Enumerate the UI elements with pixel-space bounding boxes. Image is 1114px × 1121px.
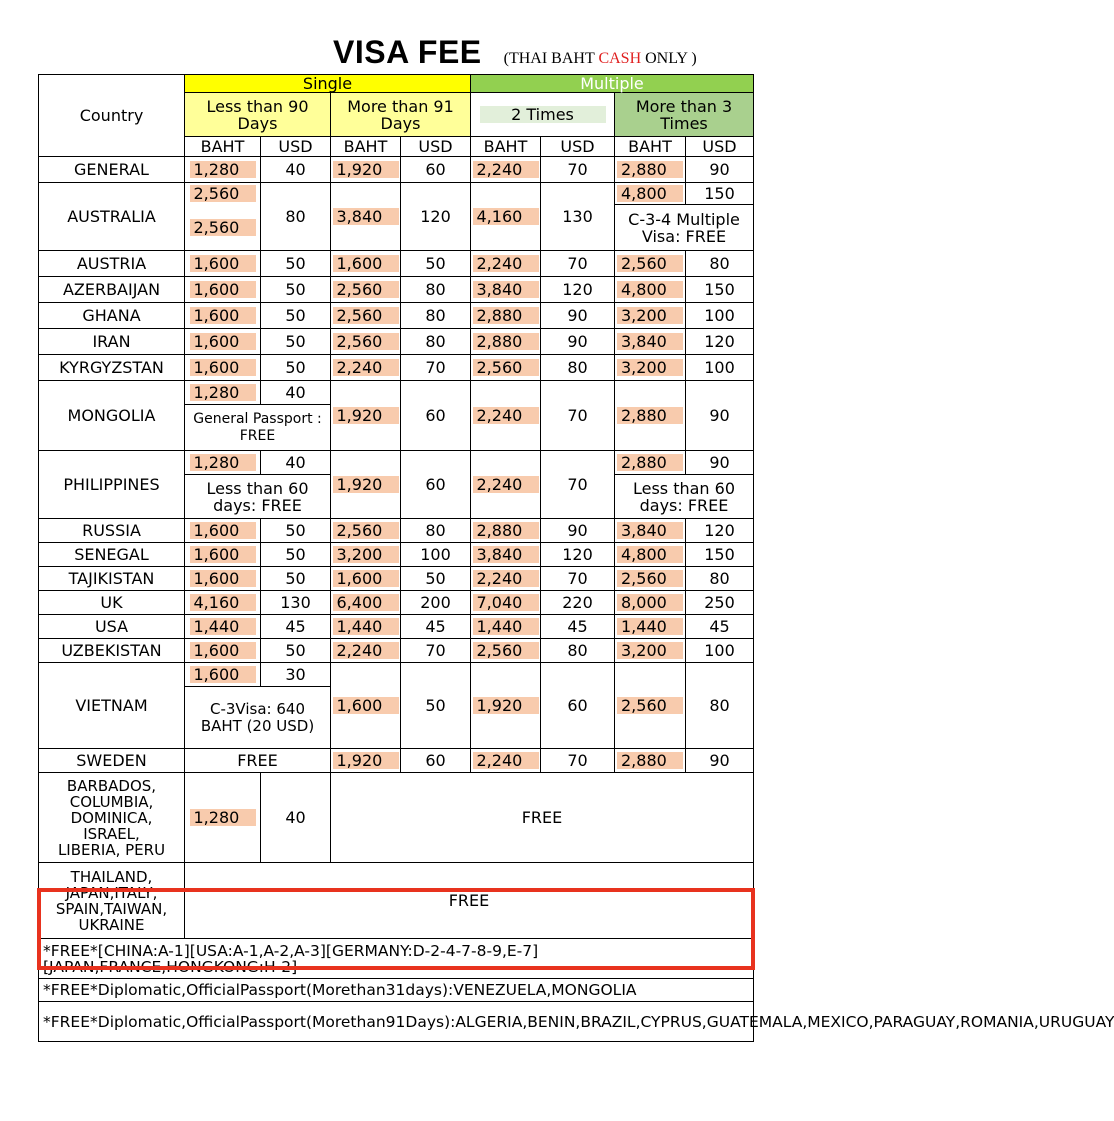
fee-value: 2,880	[473, 333, 539, 350]
fee-value: 1,280	[190, 384, 256, 401]
usd-value: 120	[401, 183, 471, 251]
page-title	[333, 34, 697, 71]
usd-value: 60	[401, 451, 471, 519]
more-91-days-header: More than 91 Days	[331, 93, 471, 137]
fee-value: 3,840	[473, 281, 539, 298]
multiple-header: Multiple	[471, 75, 754, 93]
free-note: Less than 60 days: FREE	[615, 475, 754, 519]
usd-value: 50	[261, 251, 331, 277]
usd-value: 40	[261, 157, 331, 183]
fee-value: 4,800	[617, 546, 683, 563]
usd-value: 70	[401, 639, 471, 663]
usd-value: 50	[261, 277, 331, 303]
usd-value: 80	[686, 251, 754, 277]
usd-value: 50	[261, 543, 331, 567]
fee-value: 4,160	[190, 594, 256, 611]
usd-value: 50	[261, 303, 331, 329]
fee-value: 1,440	[617, 618, 683, 635]
fee-value: 2,240	[333, 359, 399, 376]
fee-value: 2,880	[473, 307, 539, 324]
fee-value: 2,880	[617, 454, 683, 471]
usd-header: USD	[686, 137, 754, 157]
usd-value: 40	[261, 381, 331, 405]
usd-header: USD	[261, 137, 331, 157]
table-row	[39, 591, 754, 615]
usd-value: 45	[541, 615, 615, 639]
usd-value: 150	[686, 543, 754, 567]
usd-header: USD	[401, 137, 471, 157]
country-cell: SWEDEN	[39, 749, 185, 773]
usd-value: 80	[401, 303, 471, 329]
fee-value: 1,280	[190, 161, 256, 178]
usd-value: 50	[401, 663, 471, 749]
less-90-days-header: Less than 90 Days	[185, 93, 331, 137]
usd-value: 60	[401, 381, 471, 451]
diplomatic-31-days-note: *FREE*Diplomatic,OfficialPassport(Morethan31days):VENEZUELA,MONGOLIA	[39, 979, 754, 1002]
table-row	[39, 639, 754, 663]
fee-value: 2,880	[617, 752, 683, 769]
usd-value: 70	[541, 749, 615, 773]
usd-value: 90	[686, 157, 754, 183]
country-cell: GHANA	[39, 303, 185, 329]
title-main: VISA FEE	[333, 34, 482, 70]
fee-value: 2,240	[333, 642, 399, 659]
country-cell: UZBEKISTAN	[39, 639, 185, 663]
usd-value: 70	[401, 355, 471, 381]
usd-value: 120	[686, 329, 754, 355]
fee-value: 1,920	[473, 697, 539, 714]
usd-value: 80	[541, 639, 615, 663]
fee-value: 3,200	[333, 546, 399, 563]
free-visa-types-note: *FREE*[CHINA:A-1][USA:A-1,A-2,A-3][GERMANY:D-2-4-7-8-9,E-7][JAPAN,FRANCE,HONGKONG:H-2]	[39, 939, 754, 979]
fee-value: 1,600	[333, 255, 399, 272]
usd-value: 60	[401, 749, 471, 773]
country-cell: THAILAND, JAPAN,ITALY, SPAIN,TAIWAN, UKRAINE	[39, 863, 185, 939]
usd-value: 90	[541, 519, 615, 543]
usd-value: 80	[686, 663, 754, 749]
country-cell: UK	[39, 591, 185, 615]
baht-header: BAHT	[471, 137, 541, 157]
usd-value: 80	[401, 519, 471, 543]
usd-value: 90	[541, 303, 615, 329]
table-row	[39, 329, 754, 355]
usd-value: 60	[541, 663, 615, 749]
fee-value: 1,440	[190, 618, 256, 635]
free-note: Less than 60 days: FREE	[185, 475, 331, 519]
fee-value: 2,880	[473, 522, 539, 539]
usd-value: 70	[541, 251, 615, 277]
usd-value: 90	[686, 749, 754, 773]
usd-value: 50	[261, 567, 331, 591]
country-cell: KYRGYZSTAN	[39, 355, 185, 381]
fee-value: 2,240	[473, 476, 539, 493]
country-cell: RUSSIA	[39, 519, 185, 543]
usd-value: 50	[261, 329, 331, 355]
title-currency-note: (THAI BAHT CASH ONLY )	[503, 50, 697, 67]
fee-value: 1,600	[190, 522, 256, 539]
usd-value: 150	[686, 183, 754, 205]
usd-value: 220	[541, 591, 615, 615]
country-cell: AUSTRALIA	[39, 183, 185, 251]
free-value: FREE	[185, 749, 331, 773]
usd-value: 80	[401, 277, 471, 303]
usd-value: 130	[261, 591, 331, 615]
fee-value: 8,000	[617, 594, 683, 611]
fee-value: 2,560	[333, 522, 399, 539]
country-cell: SENEGAL	[39, 543, 185, 567]
fee-value: 4,800	[617, 185, 683, 202]
fee-value: 2,240	[473, 255, 539, 272]
fee-value: 3,840	[617, 333, 683, 350]
table-row	[39, 567, 754, 591]
fee-value: 1,440	[473, 618, 539, 635]
usd-value: 70	[541, 451, 615, 519]
fee-value: 3,840	[617, 522, 683, 539]
fee-value: 2,880	[617, 407, 683, 424]
fee-value: 1,600	[190, 281, 256, 298]
usd-value: 50	[261, 639, 331, 663]
fee-value: 6,400	[333, 594, 399, 611]
fee-value: 1,600	[333, 570, 399, 587]
usd-value: 50	[401, 251, 471, 277]
two-times-header: 2 Times	[471, 93, 615, 137]
fee-value: 3,200	[617, 642, 683, 659]
table-row	[39, 303, 754, 329]
multiple-visa-note: C-3-4 Multiple Visa: FREE	[615, 205, 754, 251]
fee-value: 2,560	[333, 307, 399, 324]
usd-value: 120	[686, 519, 754, 543]
table-row	[39, 615, 754, 639]
single-header: Single	[185, 75, 471, 93]
fee-value: 3,200	[617, 359, 683, 376]
usd-header: USD	[541, 137, 615, 157]
fee-value: 1,280	[190, 454, 256, 471]
usd-value: 70	[541, 157, 615, 183]
fee-value: 3,200	[617, 307, 683, 324]
fee-value: 1,600	[190, 546, 256, 563]
table-row	[39, 355, 754, 381]
country-cell: VIETNAM	[39, 663, 185, 749]
fee-value: 3,840	[473, 546, 539, 563]
usd-value: 45	[686, 615, 754, 639]
fee-value: 1,600	[190, 307, 256, 324]
usd-value: 50	[401, 567, 471, 591]
fee-value: 1,600	[190, 570, 256, 587]
country-cell: TAJIKISTAN	[39, 567, 185, 591]
usd-value: 150	[686, 277, 754, 303]
usd-value: 90	[686, 381, 754, 451]
usd-value: 90	[686, 451, 754, 475]
fee-value: 2,560	[473, 642, 539, 659]
fee-value: 2,560	[333, 333, 399, 350]
usd-value: 100	[686, 639, 754, 663]
fee-value: 2,240	[473, 570, 539, 587]
fee-value: 1,920	[333, 752, 399, 769]
fee-value: 1,600	[190, 642, 256, 659]
usd-value: 50	[261, 355, 331, 381]
fee-value: 2,560	[333, 281, 399, 298]
table-row	[39, 451, 754, 475]
fee-value: 1,920	[333, 476, 399, 493]
usd-value: 100	[686, 355, 754, 381]
usd-value: 100	[401, 543, 471, 567]
usd-value: 50	[261, 519, 331, 543]
country-cell: PHILIPPINES	[39, 451, 185, 519]
usd-value: 60	[401, 157, 471, 183]
table-row	[39, 663, 754, 687]
fee-value: 1,440	[333, 618, 399, 635]
country-cell: USA	[39, 615, 185, 639]
fee-value: 1,600	[190, 333, 256, 350]
country-cell: BARBADOS, COLUMBIA, DOMINICA, ISRAEL, LIBERIA, PERU	[39, 773, 185, 863]
usd-value: 200	[401, 591, 471, 615]
fee-value: 2,560	[190, 185, 256, 202]
fee-value: 7,040	[473, 594, 539, 611]
passport-note: General Passport : FREE	[185, 405, 331, 451]
usd-value: 90	[541, 329, 615, 355]
table-row	[39, 183, 754, 205]
usd-value: 100	[686, 303, 754, 329]
fee-value: 3,840	[333, 208, 399, 225]
usd-value: 40	[261, 773, 331, 863]
fee-value: 1,600	[190, 666, 256, 683]
baht-header: BAHT	[615, 137, 686, 157]
table-row	[39, 749, 754, 773]
usd-value: 80	[686, 567, 754, 591]
usd-value: 30	[261, 663, 331, 687]
fee-value: 2,560	[473, 359, 539, 376]
table-row	[39, 773, 754, 863]
fee-value: 2,560	[617, 255, 683, 272]
fee-value: 1,920	[333, 407, 399, 424]
visa-fee-table	[38, 74, 1114, 1042]
table-row	[39, 543, 754, 567]
usd-value: 80	[541, 355, 615, 381]
table-row	[39, 863, 754, 939]
usd-value: 120	[541, 277, 615, 303]
fee-value: 2,560	[617, 697, 683, 714]
usd-value: 80	[261, 183, 331, 251]
baht-header: BAHT	[331, 137, 401, 157]
usd-value: 45	[401, 615, 471, 639]
free-value: FREE	[331, 773, 754, 863]
fee-value: 1,600	[190, 255, 256, 272]
baht-header: BAHT	[185, 137, 261, 157]
fee-value: 2,560	[617, 570, 683, 587]
table-row	[39, 519, 754, 543]
country-header: Country	[39, 75, 185, 157]
country-cell: IRAN	[39, 329, 185, 355]
fee-value: 1,600	[190, 359, 256, 376]
fee-value: 4,160	[473, 208, 539, 225]
fee-value: 2,560	[190, 219, 256, 236]
fee-value: 2,880	[617, 161, 683, 178]
usd-value: 70	[541, 567, 615, 591]
fee-value: 4,800	[617, 281, 683, 298]
fee-value: 1,280	[190, 809, 256, 826]
fee-value: 2,240	[473, 752, 539, 769]
fee-value: 2,240	[473, 161, 539, 178]
usd-value: 40	[261, 451, 331, 475]
fee-value: 2,240	[473, 407, 539, 424]
fee-value: 1,920	[333, 161, 399, 178]
fee-value: 1,600	[333, 697, 399, 714]
usd-value: 250	[686, 591, 754, 615]
country-cell: AZERBAIJAN	[39, 277, 185, 303]
country-cell: MONGOLIA	[39, 381, 185, 451]
usd-value: 130	[541, 183, 615, 251]
usd-value: 120	[541, 543, 615, 567]
c3-visa-note: C-3Visa: 640 BAHT (20 USD)	[185, 687, 331, 749]
usd-value: 70	[541, 381, 615, 451]
table-row	[39, 251, 754, 277]
usd-value: 45	[261, 615, 331, 639]
table-row	[39, 381, 754, 405]
table-row	[39, 157, 754, 183]
table-row	[39, 277, 754, 303]
usd-value: 80	[401, 329, 471, 355]
country-cell: GENERAL	[39, 157, 185, 183]
country-cell: AUSTRIA	[39, 251, 185, 277]
free-value: FREE	[185, 863, 754, 939]
diplomatic-91-days-note: *FREE*Diplomatic,OfficialPassport(Morethan91Days):ALGERIA,BENIN,BRAZIL,CYPRUS,GUATEMALA,MEXICO,PARAGUAY,ROMANIA,URUGUAY	[39, 1002, 754, 1042]
more-3-times-header: More than 3 Times	[615, 93, 754, 137]
